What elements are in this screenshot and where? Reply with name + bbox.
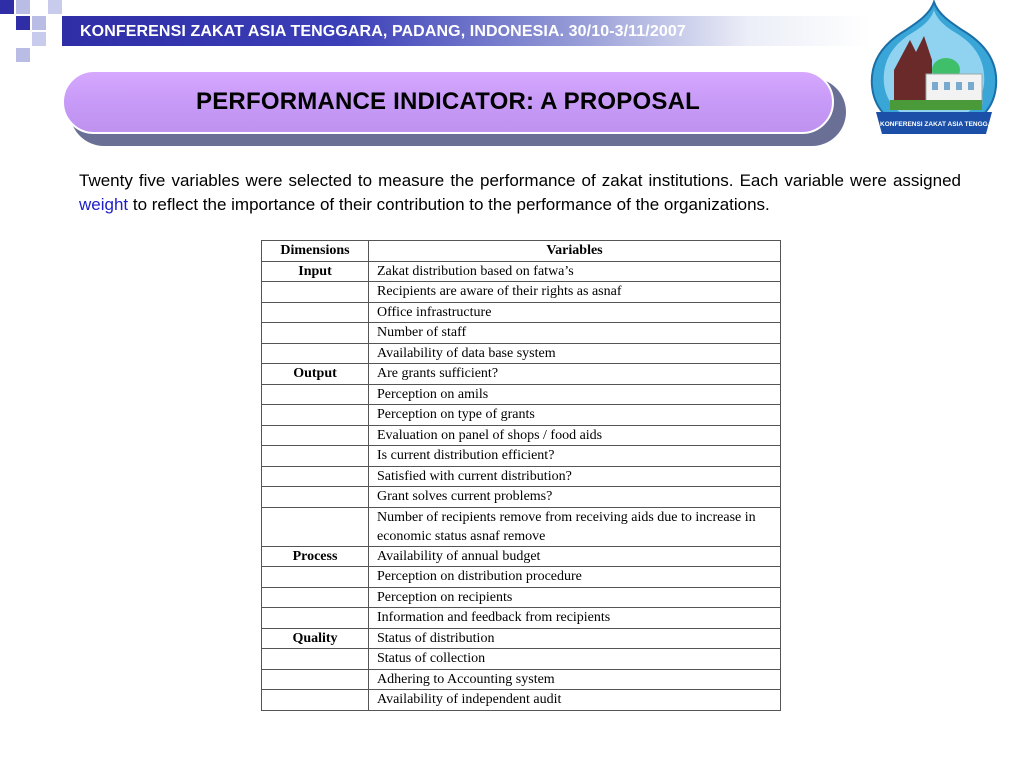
- dimension-cell: [262, 649, 369, 670]
- dimension-cell: [262, 384, 369, 405]
- dimension-cell: [262, 587, 369, 608]
- dimension-cell: [262, 567, 369, 588]
- table-row: [262, 405, 781, 426]
- intro-text-after: to reflect the importance of their contribution to the performance of the organizations.: [128, 195, 770, 214]
- table-row: [262, 323, 781, 344]
- dimension-cell: Process: [262, 546, 369, 567]
- decor-square: [16, 48, 30, 62]
- dimension-cell: [262, 302, 369, 323]
- variable-cell: Is current distribution efficient?: [369, 446, 781, 467]
- decor-square: [32, 16, 46, 30]
- decor-square: [16, 0, 30, 14]
- table-row: [262, 567, 781, 588]
- variable-cell: Evaluation on panel of shops / food aids: [369, 425, 781, 446]
- column-header-variables: Variables: [369, 241, 781, 262]
- variable-cell: Status of distribution: [369, 628, 781, 649]
- dimension-cell: [262, 282, 369, 303]
- variable-cell: Zakat distribution based on fatwa’s: [369, 261, 781, 282]
- variable-cell: Perception on distribution procedure: [369, 567, 781, 588]
- decor-square: [32, 32, 46, 46]
- dimension-cell: [262, 446, 369, 467]
- table-row: [262, 384, 781, 405]
- page-title: PERFORMANCE INDICATOR: A PROPOSAL: [196, 88, 700, 115]
- variable-cell: Perception on amils: [369, 384, 781, 405]
- dimension-cell: [262, 425, 369, 446]
- table-row: [262, 425, 781, 446]
- variable-cell: Status of collection: [369, 649, 781, 670]
- variable-cell: Recipients are aware of their rights as asnaf: [369, 282, 781, 303]
- table-row: [262, 343, 781, 364]
- table-row: [262, 364, 781, 385]
- variables-table: [261, 240, 781, 711]
- dimension-cell: [262, 343, 369, 364]
- dimension-cell: Output: [262, 364, 369, 385]
- logo-text: KONFERENSI ZAKAT ASIA TENGGARA: [880, 121, 1002, 128]
- table-row: [262, 669, 781, 690]
- intro-paragraph: [79, 169, 961, 217]
- table-row: [262, 487, 781, 508]
- table-row: [262, 628, 781, 649]
- table-body: [262, 261, 781, 710]
- table-row: [262, 608, 781, 629]
- table-row: [262, 507, 781, 546]
- intro-text-before: Twenty five variables were selected to measure the performance of zakat institutions. Each variable were assigned: [79, 171, 961, 190]
- variable-cell: Satisfied with current distribution?: [369, 466, 781, 487]
- variable-cell: Perception on recipients: [369, 587, 781, 608]
- variable-cell: Are grants sufficient?: [369, 364, 781, 385]
- variable-cell: Number of staff: [369, 323, 781, 344]
- table-row: [262, 546, 781, 567]
- column-header-dimensions: Dimensions: [262, 241, 369, 262]
- variable-cell: Perception on type of grants: [369, 405, 781, 426]
- dimension-cell: [262, 690, 369, 711]
- decor-square: [48, 0, 62, 14]
- table-row: [262, 261, 781, 282]
- conference-title: KONFERENSI ZAKAT ASIA TENGGARA, PADANG, INDONESIA. 30/10-3/11/2007: [80, 23, 686, 40]
- dimension-cell: [262, 323, 369, 344]
- variable-cell: Office infrastructure: [369, 302, 781, 323]
- variable-cell: Availability of annual budget: [369, 546, 781, 567]
- dimension-cell: [262, 466, 369, 487]
- variable-cell: Number of recipients remove from receiving aids due to increase in economic status asnaf remove: [369, 507, 781, 546]
- table-row: [262, 587, 781, 608]
- dimension-cell: [262, 608, 369, 629]
- table-row: [262, 282, 781, 303]
- table-row: [262, 302, 781, 323]
- dimension-cell: Input: [262, 261, 369, 282]
- variable-cell: Information and feedback from recipients: [369, 608, 781, 629]
- table-header-row: [262, 241, 781, 262]
- decor-square: [0, 0, 14, 14]
- dimension-cell: [262, 669, 369, 690]
- dimension-cell: [262, 487, 369, 508]
- conference-logo-icon: [866, 0, 1002, 140]
- dimension-cell: Quality: [262, 628, 369, 649]
- table-row: [262, 466, 781, 487]
- table-row: [262, 649, 781, 670]
- variable-cell: Grant solves current problems?: [369, 487, 781, 508]
- decor-square: [16, 16, 30, 30]
- variable-cell: Availability of data base system: [369, 343, 781, 364]
- intro-keyword: weight: [79, 195, 129, 214]
- table-row: [262, 446, 781, 467]
- table-row: [262, 690, 781, 711]
- variable-cell: Availability of independent audit: [369, 690, 781, 711]
- dimension-cell: [262, 507, 369, 546]
- variable-cell: Adhering to Accounting system: [369, 669, 781, 690]
- dimension-cell: [262, 405, 369, 426]
